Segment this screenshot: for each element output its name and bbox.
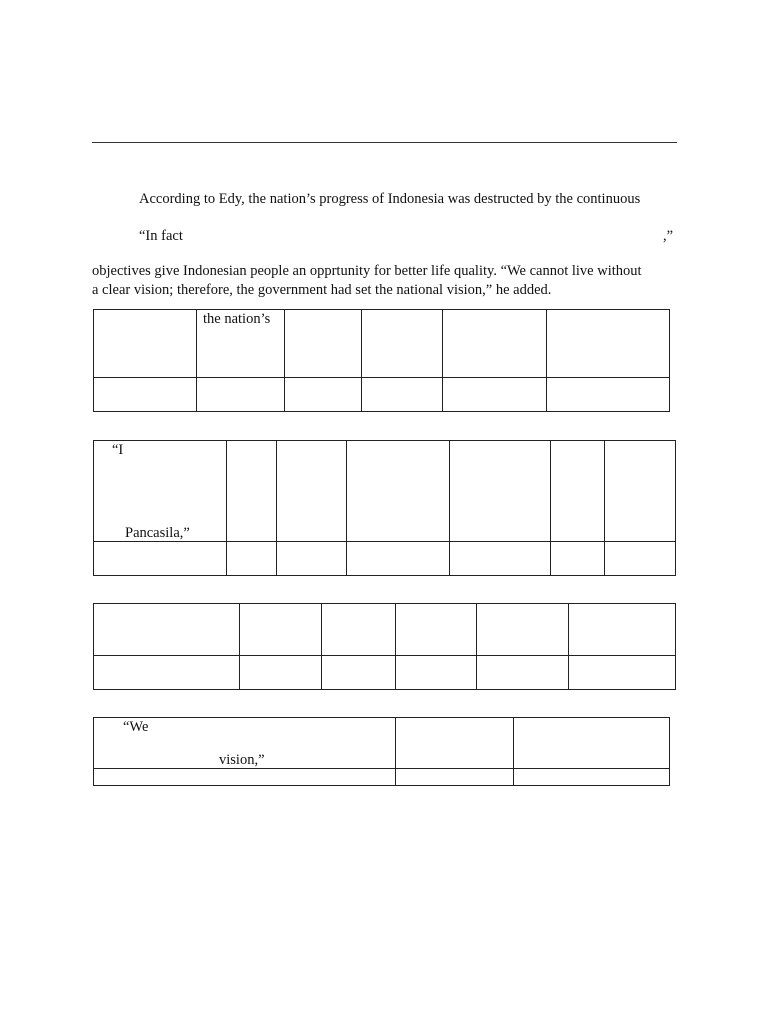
table-row [94, 718, 670, 769]
table-cell [477, 656, 569, 690]
table-cell [514, 769, 670, 786]
table-cell [94, 542, 227, 576]
table-cell [94, 769, 396, 786]
table-cell [240, 656, 322, 690]
table-row [94, 542, 676, 576]
table-cell [551, 542, 605, 576]
table-cell [285, 378, 362, 412]
table-cell [347, 542, 450, 576]
table-row [94, 769, 670, 786]
table-cell [569, 604, 676, 656]
table-cell [227, 441, 277, 542]
table-cell [362, 378, 443, 412]
table-cell [94, 718, 396, 769]
table-cell [396, 718, 514, 769]
table-row [94, 656, 676, 690]
quote-1-start: “In fact [139, 228, 183, 244]
table-cell [450, 542, 551, 576]
table-4 [93, 717, 670, 786]
table-cell [277, 441, 347, 542]
table-cell [605, 542, 676, 576]
table-cell [443, 310, 547, 378]
table-cell [605, 441, 676, 542]
table-1 [93, 309, 670, 412]
table-cell [569, 656, 676, 690]
table-cell [227, 542, 277, 576]
quote-1-end: ,” [663, 228, 674, 244]
paragraph-1: According to Edy, the nation’s progress of Indonesia was destructed by the continuous [139, 191, 641, 207]
table-cell [94, 310, 197, 378]
table-cell [322, 604, 396, 656]
table-cell [197, 378, 285, 412]
cell-label-quote-we: “We [123, 719, 149, 735]
table-cell [277, 542, 347, 576]
table-2 [93, 440, 676, 576]
table-3 [93, 603, 676, 690]
cell-label-quote-i: “I [112, 442, 124, 458]
table-cell [94, 604, 240, 656]
table-row [94, 604, 676, 656]
table-cell [94, 441, 227, 542]
cell-label-nations: the nation’s [203, 311, 271, 327]
table-row [94, 310, 670, 378]
table-cell [547, 310, 670, 378]
table-cell [240, 604, 322, 656]
table-cell [197, 310, 285, 378]
table-cell [551, 441, 605, 542]
cell-label-vision: vision,” [219, 752, 265, 768]
table-cell [347, 441, 450, 542]
table-cell [514, 718, 670, 769]
table-cell [443, 378, 547, 412]
table-cell [396, 656, 477, 690]
table-cell [362, 310, 443, 378]
table-cell [477, 604, 569, 656]
table-cell [94, 656, 240, 690]
table-cell [450, 441, 551, 542]
table-cell [396, 604, 477, 656]
table-cell [547, 378, 670, 412]
table-cell [94, 378, 197, 412]
table-cell [322, 656, 396, 690]
table-row [94, 441, 676, 542]
table-cell [285, 310, 362, 378]
table-row [94, 378, 670, 412]
paragraph-2-line-2: a clear vision; therefore, the government had set the national vision,” he added. [92, 282, 552, 298]
cell-label-pancasila: Pancasila,” [125, 525, 190, 541]
table-cell [396, 769, 514, 786]
header-rule [92, 142, 677, 143]
paragraph-2-line-1: objectives give Indonesian people an opprtunity for better life quality. “We cannot live without [92, 263, 642, 279]
